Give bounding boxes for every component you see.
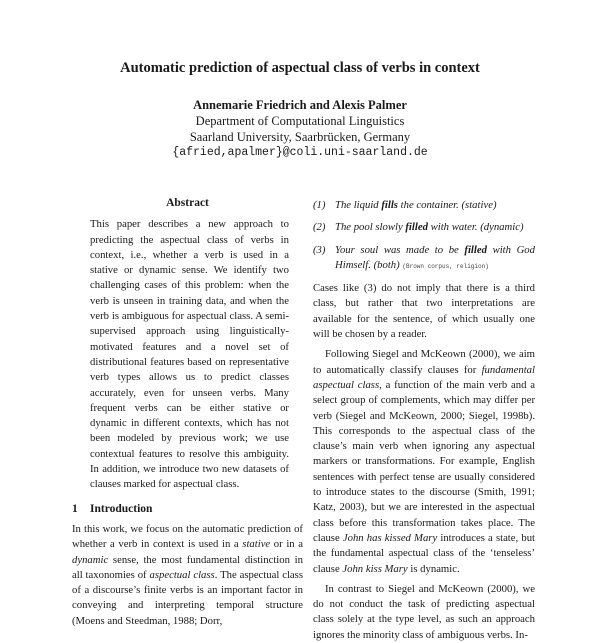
italic-term: stative xyxy=(242,538,271,551)
text-run: . The aspectual class of a discourse’s finite verbs is an important factor in conveying and interpreting temporal structure (Moens and Steedman, 1988; Dorr, xyxy=(72,568,303,627)
abstract-heading: Abstract xyxy=(166,197,209,209)
text-run: with water. (dynamic) xyxy=(427,221,524,234)
italic-term: fundamental aspectual class xyxy=(313,363,535,391)
example-number: (1) xyxy=(313,199,326,211)
text-run: The pool slowly xyxy=(335,221,406,234)
intro-paragraph xyxy=(72,522,303,629)
text-run: with God Himself. (both) xyxy=(335,243,535,271)
example-item xyxy=(313,198,535,213)
text-run: sense, the most fundamental distinction in all taxonomies of xyxy=(72,553,303,581)
author-email: {afried,apalmer}@coli.uni-saarland.de xyxy=(172,146,428,159)
example-verb: filled xyxy=(464,243,487,256)
text-run: , a function of the main verb and a select group of complements, which may differ per verb (Siegel and McKeown, 2000; Siegel, 1998b). This corresponds to the aspectual class of the clause’s main verb when ignoring any aspectual markers or transformations. For example, English sentences with perfect tense are usually considered to introduce states to the discourse (Smith, 1991; Katz, 2003), but we are interested in the aspectual class before this transformation takes place. The clause xyxy=(313,378,535,544)
body-paragraph xyxy=(313,347,535,576)
abstract-text: This paper describes a new approach to predicting the aspectual class of verbs in context, i.e., whether a verb is used in a stative or dynamic sense. We identify two challenging cases of this problem: when the verb is unseen in training data, and when the verb is ambiguous for aspectual class. A semi-supervised approach using linguistically-motivated features and a novel set of distributional features based on representative verb types allows us to predict classes accurately, even for unseen verbs. Many frequent verbs can be either stative or dynamic in different contexts, which has not been modeled by previous work; we use contextual features to resolve this ambiguity. In addition, we introduce two new datasets of clauses marked for aspectual class. xyxy=(90,218,289,491)
paper-title: Automatic prediction of aspectual class of verbs in context xyxy=(120,60,480,76)
example-item xyxy=(313,220,535,235)
italic-term: dynamic xyxy=(72,553,109,566)
italic-term: aspectual class xyxy=(149,568,215,581)
section-number: 1 xyxy=(72,502,78,515)
text-run: is dynamic. xyxy=(407,562,460,575)
author-block xyxy=(0,97,600,161)
text-run: Following Siegel and McKeown (2000), we aim to automatically classify clauses for xyxy=(313,348,535,376)
italic-term: John has kissed Mary xyxy=(342,531,438,544)
body-paragraph: In contrast to Siegel and McKeown (2000), we do not conduct the task of predicting aspectual class solely at the type level, as such an approach ignores the minority class of ambiguous verbs. In- xyxy=(313,582,535,641)
example-number: (2) xyxy=(313,221,326,234)
example-item xyxy=(313,243,535,275)
text-run: Your soul was made to be xyxy=(335,243,465,256)
section-heading-introduction xyxy=(72,502,303,517)
section-title: Introduction xyxy=(90,502,153,515)
right-column xyxy=(313,198,535,643)
example-source: (Brown corpus, religion) xyxy=(402,262,489,270)
body-paragraph: Cases like (3) do not imply that there is a third class, but rather that two interpretations are available for the sentence, of which usually one will be chosen by a reader. xyxy=(313,282,535,341)
author-department: Department of Computational Linguistics xyxy=(195,114,405,128)
italic-term: John kiss Mary xyxy=(342,562,408,575)
example-number: (3) xyxy=(313,243,326,256)
text-run: or in a xyxy=(270,538,304,551)
example-verb: filled xyxy=(405,221,428,234)
author-affiliation: Saarland University, Saarbrücken, Germany xyxy=(189,130,411,144)
example-verb: fills xyxy=(381,199,398,211)
author-names: Annemarie Friedrich and Alexis Palmer xyxy=(193,98,407,112)
text-run: introduces a state, but the fundamental aspectual class of the ‘tenseless’ clause xyxy=(313,531,536,575)
left-column xyxy=(72,196,303,629)
text-run: the container. (stative) xyxy=(397,199,497,211)
example-list xyxy=(313,198,535,274)
text-run: The liquid xyxy=(335,199,382,211)
text-run: In this work, we focus on the automatic prediction of whether a verb in context is used in a xyxy=(72,522,303,551)
